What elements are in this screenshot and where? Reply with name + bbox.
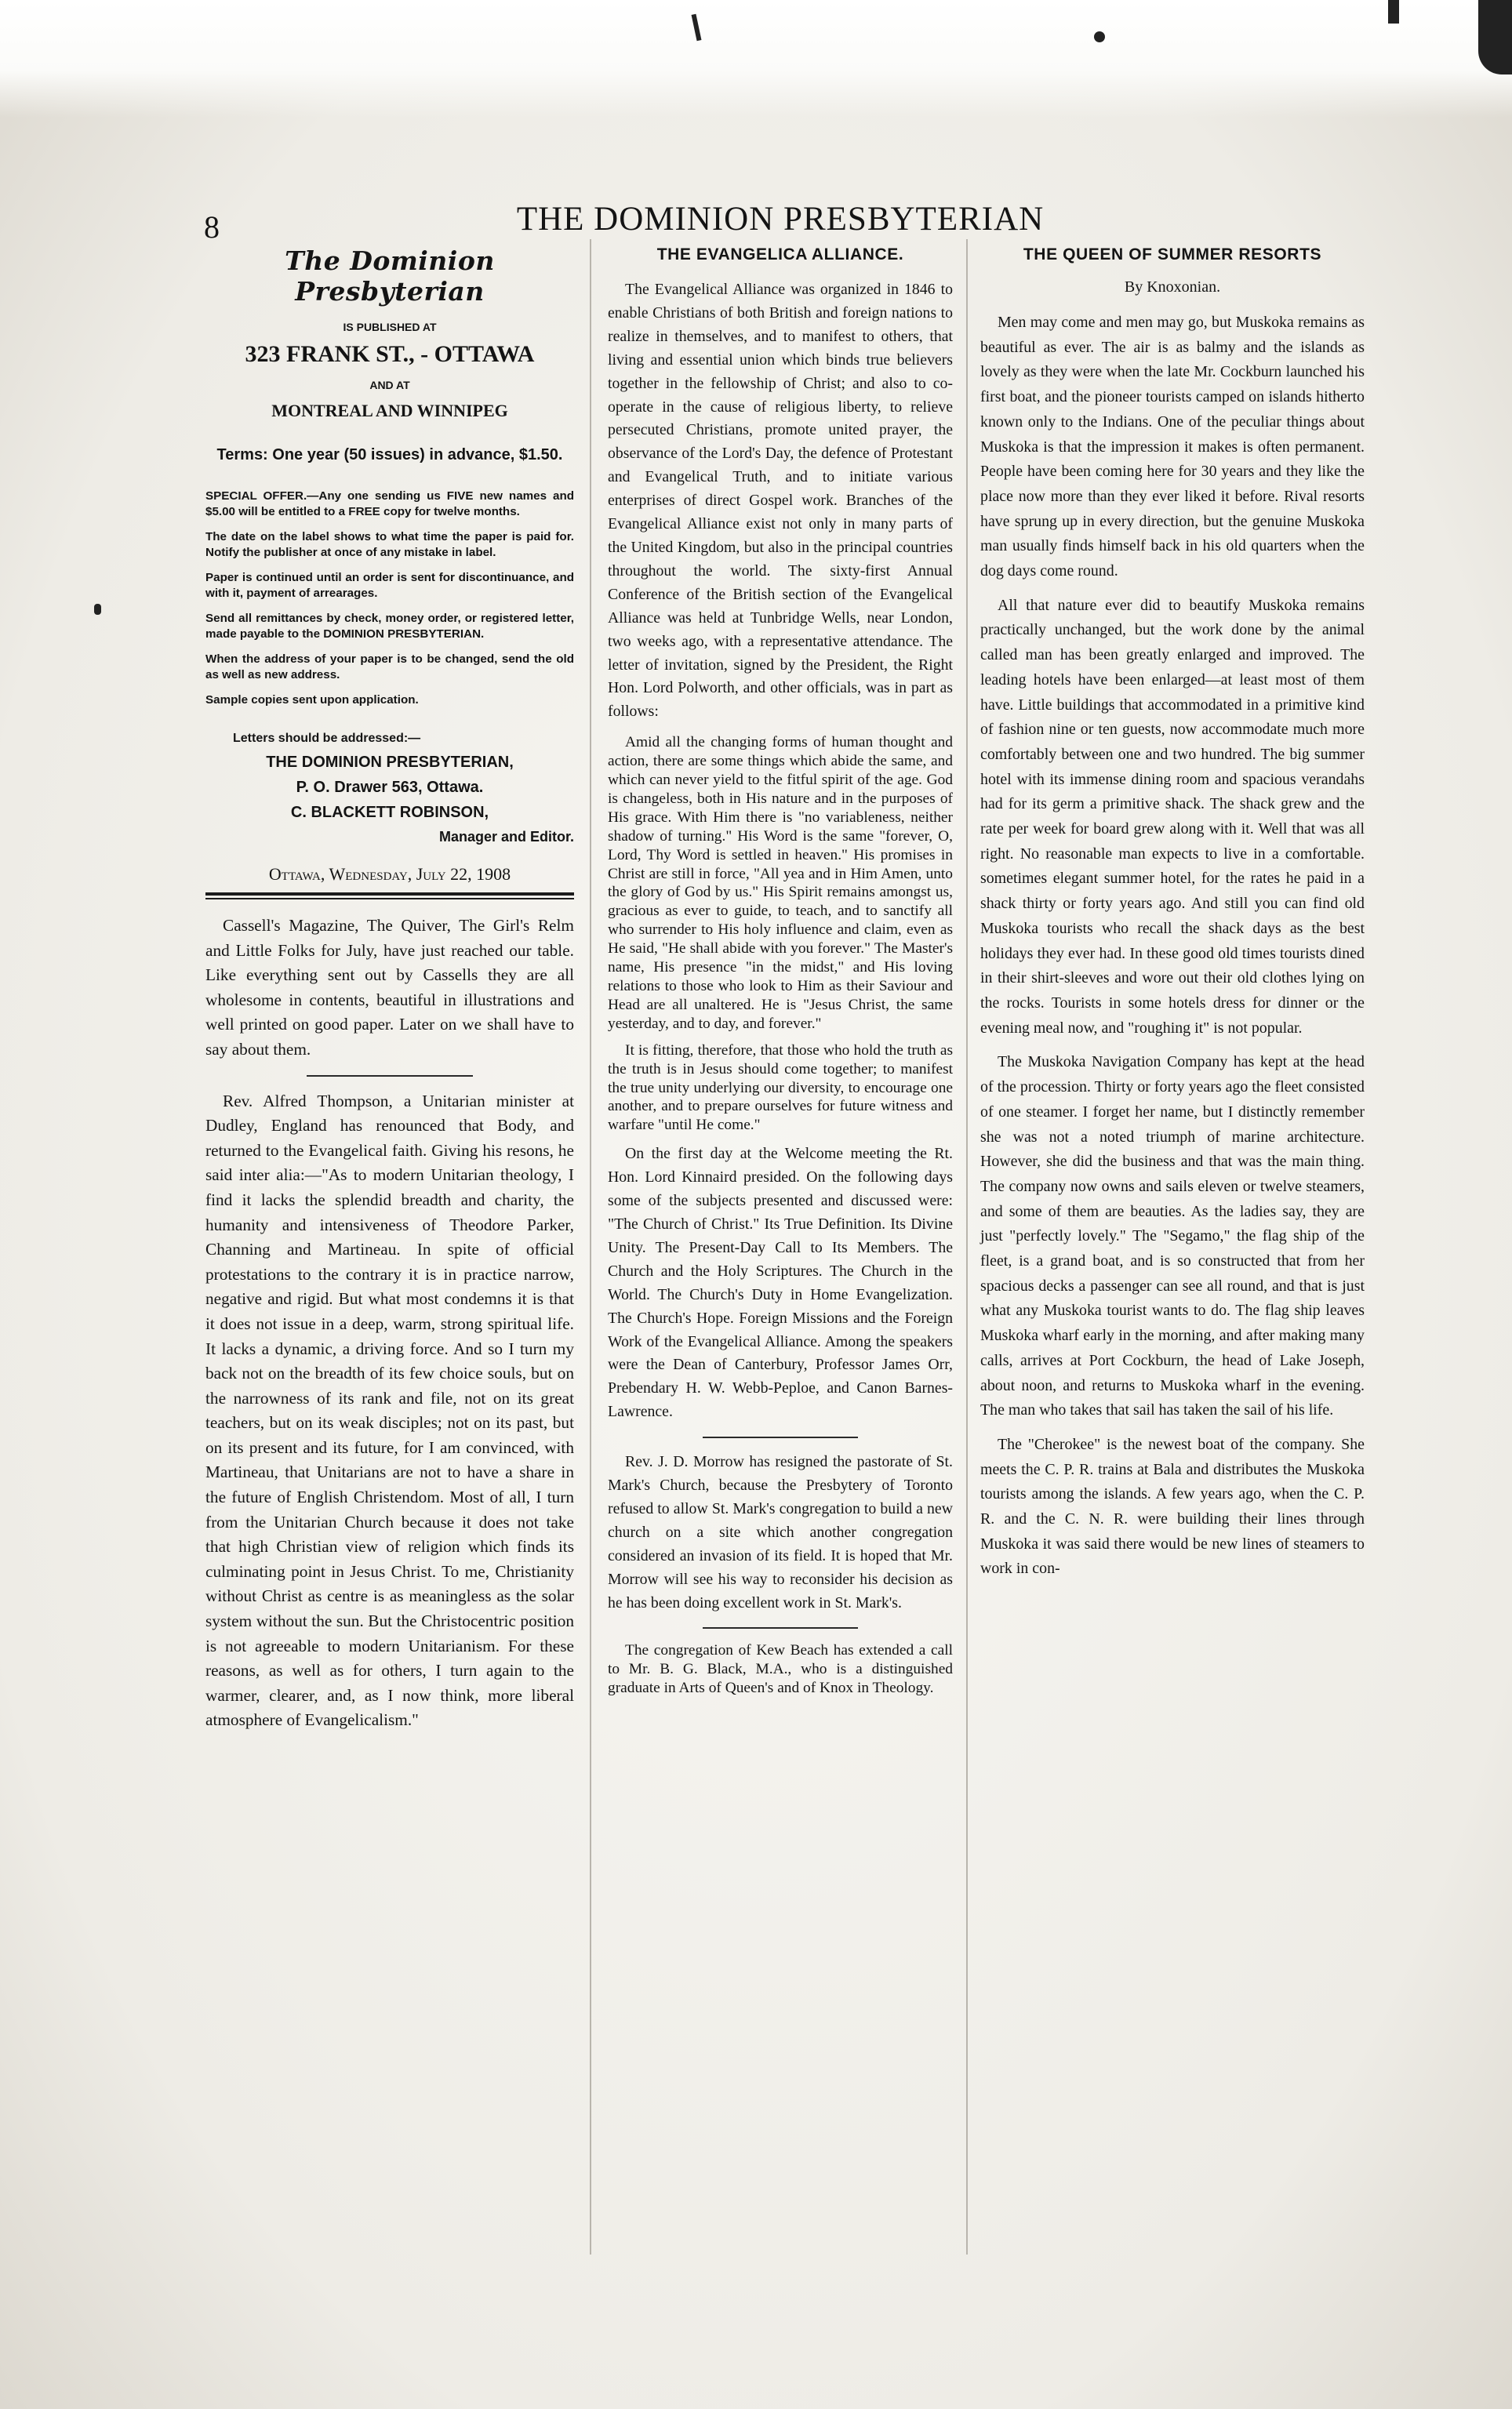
headline-evangelical-alliance: THE EVANGELICA ALLIANCE. (656, 245, 904, 263)
column-rule (966, 239, 968, 2255)
notice-remittances: Send all remittances by check, money order, or registered letter, made payable to the DOMINION PRESBYTERIAN. (205, 612, 574, 641)
branch-cities: MONTREAL AND WINNIPEG (271, 401, 508, 420)
manager-name: C. BLACKETT ROBINSON, (290, 804, 489, 821)
notice-label-date: The date on the label shows to what time the paper is paid for. Notify the publisher at once of any mistake in label. (205, 530, 574, 559)
and-at-label: AND AT (369, 379, 410, 391)
paragraph-muskoka-3: The Muskoka Navigation Company has kept at the head of the procession. Thirty or forty years ago the fleet consisted of one steamer. I forget her name, but I distinctly remember she was not a noted triumph of marine architecture. However, she did the business and that was the main thing. The company now owns and sails eleven or twelve steamers, and some of them are beauties. As the ladies say, they are just "perfectly lovely." The "Segamo," the flag ship of the fleet, is a grand boat, and is so constructed that from her spacious decks a passenger can see all round, and that is just what any Muskoka tourist wants to do. The flag ship leaves Muskoka wharf early in the morning, and after making many calls, arrives at Port Cockburn, the head of Lake Joseph, about noon, and returns to Muskoka wharf in the evening. The man who takes that sail has taken the sail of his life. (980, 1053, 1365, 1419)
running-header-title: THE DOMINION PRESBYTERIAN (516, 201, 1045, 238)
masthead: The Dominion Presbyterian (285, 245, 495, 307)
paragraph-alliance-intro: The Evangelical Alliance was organized in 1846 to enable Christians of both British and foreign nations to realize in themselves, and to manifest to others, that living and essential union which binds true believers together in the fellowship of Christ; and also to co-operate in the cause of religious liberty, to relieve persecuted Christians, promote united prayer, the observance of the Lord's Day, the defence of Protestant and Evangelical Truth, and to initiate various enterprises of direct Gospel work. Branches of the Evangelical Alliance exist not only in many parts of the United Kingdom, but also in the principal countries throughout the world. The sixty-first Annual Conference of the British section of the Evangelical Alliance was held at Tunbridge Wells, near London, two weeks ago, with a representative attendance. The letter of invitation, signed by the President, the Right Hon. Lord Polworth, and other officials, was in part as follows: (608, 281, 953, 721)
byline: By Knoxonian. (1124, 278, 1221, 296)
scan-top-edge (0, 0, 1512, 118)
paragraph-muskoka-1: Men may come and men may go, but Muskoka remains as beautiful as ever. The air is as balmy and the islands as lovely as they were when the late Mr. Cockburn launched his first boat, and the pioneer tourists camped on islands hitherto known only to the Indians. One of the peculiar things about Muskoka is that the impression it makes is often permanent. People have been coming here for 30 years and they like the place now more than they ever liked it before. Rival resorts have sprung up in every direction, but the genuine Muskoka man usually finds himself back in his old quarters when the dog days come round. (980, 314, 1365, 580)
manager-title: Manager and Editor. (438, 829, 574, 845)
paragraph-muskoka-2: All that nature ever did to beautify Muskoka remains practically unchanged, but the work done by the animal called man has been greatly enlarged and improved. The leading hotels have been enlarged—at least most of them have. Little buildings that accommodated in a primitive kind of fashion nine or ten guests, now accommodate much more comfortably between one and two hundred. The big summer hotel with its immense dining room and spacious verandahs had for its germ a primitive shack. The shack grew and the rate per week for board grew along with it. Well that was all right. No reasonable man expects to live in a comfortable. sometimes elegant summer hotel, for the rates he paid in a shack thirty or forty years ago. And still you can find old Muskoka tourists who recall the shack days as the best holidays they ever had. In these good old times tourists dined in their shirt-sleeves and wore out their old clothes lying on the rocks. Tourists in some hotels dress for dinner or the evening meal now, and "roughing it" is not popular. (980, 596, 1365, 1037)
paragraph-cassell: Cassell's Magazine, The Quiver, The Girl's Relm and Little Folks for July, have just reached our table. Like everything sent out by Cassells they are all wholesome in contents, beautiful in illustrations and well printed on good paper. Later on we shall have to say about them. (205, 916, 574, 1059)
separator-rule (703, 1437, 858, 1438)
notice-sample-copies: Sample copies sent upon application. (205, 693, 419, 707)
notice-continuance: Paper is continued until an order is sent for discontinuance, and with it, payment of arrearages. (205, 571, 574, 600)
column-rule (590, 239, 591, 2255)
scan-blot (1094, 31, 1105, 42)
notice-special-offer: SPECIAL OFFER.—Any one sending us FIVE new names and $5.00 will be entitled to a FREE copy for twelve months. (205, 489, 574, 518)
published-at-label: IS PUBLISHED AT (343, 321, 437, 333)
office-address: 323 FRANK ST., - OTTAWA (245, 341, 535, 367)
paragraph-muskoka-4: The "Cherokee" is the newest boat of the company. She meets the C. P. R. trains at Bala and distributes the Muskoka tourists among the islands. A few years ago, when the C. P. R. and the C. N. R. were building their lines through Muskoka it was said there would be new lines of steamers to work in con- (980, 1435, 1365, 1578)
column-1 (205, 239, 574, 1742)
paragraph-alliance-meeting: On the first day at the Welcome meeting the Rt. Hon. Lord Kinnaird presided. On the following days some of the subjects presented and discussed were: "The Church of Christ." Its True Definition. Its Divine Unity. The Present-Day Call to Its Members. The Church and the Holy Scriptures. The Church in the World. The Church's Duty in Home Evangelization. The Church's Hope. Foreign Missions and the Foreign Work of the Evangelical Alliance. Among the speakers were the Dean of Canterbury, Professor James Orr, Prebendary H. W. Webb-Peploe, and Canon Barnes-Lawrence. (608, 1145, 953, 1421)
column-3 (980, 239, 1365, 1591)
separator-rule (307, 1075, 473, 1077)
scan-blot (1478, 0, 1512, 74)
notice-address-change: When the address of your paper is to be changed, send the old as well as new address. (205, 652, 574, 681)
headline-queen-of-summer-resorts: THE QUEEN OF SUMMER RESORTS (1023, 245, 1322, 263)
paragraph-morrow: Rev. J. D. Morrow has resigned the pastorate of St. Mark's Church, because the Presbytery of Toronto refused to allow St. Mark's congregation to build a new church on a site which another congregation considered an invasion of its field. It is hoped that Mr. Morrow will see his way to reconsider his decision as he has been doing excellent work in St. Mark's. (608, 1453, 953, 1611)
issue-dateline: Ottawa, Wednesday, July 22, 1908 (268, 864, 511, 884)
po-box: P. O. Drawer 563, Ottawa. (296, 779, 484, 796)
page-number: 8 (204, 209, 220, 245)
column-2 (608, 239, 953, 1706)
scan-blot (1388, 0, 1399, 24)
quote-letter-part2: It is fitting, therefore, that those who hold the truth as the truth is in Jesus should come together; to manifest the true unity underlying our diversity, to encourage one another, and to prepare ourselves for future witness and warfare "until He come." (608, 1041, 953, 1134)
quote-letter-part1: Amid all the changing forms of human thought and action, there are some things which abide the same, and which can never yield to the fitful spirit of the age. God is changeless, both in His nature and in the purposes of His grace. With Him there is "no variableness, neither shadow of turning." His Word is the same "forever, O, Lord, Thy Word is settled in heaven." His promises in Christ are still in force, "All yea and in Him Amen, unto the glory of God by us." His Spirit remains amongst us, gracious as ever to guide, to teach, and to sanctify all who surrender to His holy influence and claim, even as He said, "He shall abide with you forever." The Master's name, His presence "in the midst," and His loving relations to those who look to Him as their Saviour and Head are all unaltered. He is "Jesus Christ, the same yesterday, and to day, and forever." (608, 734, 953, 1032)
addressee: THE DOMINION PRESBYTERIAN, (266, 754, 514, 771)
letters-label: Letters should be addressed:— (233, 732, 421, 745)
separator-rule (703, 1627, 858, 1629)
double-rule (205, 892, 574, 899)
scan-blot (94, 604, 101, 615)
paragraph-kew-beach: The congregation of Kew Beach has extended a call to Mr. B. G. Black, M.A., who is a distinguished graduate in Arts of Queen's and of Knox in Theology. (608, 1642, 953, 1697)
subscription-terms: Terms: One year (50 issues) in advance, $1.50. (216, 446, 563, 463)
paragraph-thompson: Rev. Alfred Thompson, a Unitarian minister at Dudley, England has renounced that Body, and returned to the Evangelical faith. Giving his resons, he said inter alia:—"As to modern Unitarian theology, I find it lacks the splendid breadth and charity, the humanity and intensiveness of Theodore Parker, Channing and Martineau. In spite of official protestations to the contrary it is in practice narrow, negative and rigid. But what most condemns it is that it does not issue in a deep, warm, strong spiritual life. It lacks a dynamic, a driving force. And so I turn my back not on the breadth of its few choice souls, but on the narrowness of its rank and file, not on its great teachers, but on its weak disciples; not on its past, but on its present and its future, for I am convinced, with Martineau, that Unitarians are not to have a share in the future of English Christendom. Most of all, I turn from the Unitarian Church because it does not take that high Christian view of religion which finds its culminating point in Jesus Christ. To me, Christianity without Christ as centre is as meaningless as the solar system without the sun. But the Christocentric position is not agreeable to modern Unitarianism. For these reasons, as well as for others, I turn again to the warmer, clearer, and, as I now think, more liberal atmosphere of Evangelicalism." (205, 1091, 574, 1730)
